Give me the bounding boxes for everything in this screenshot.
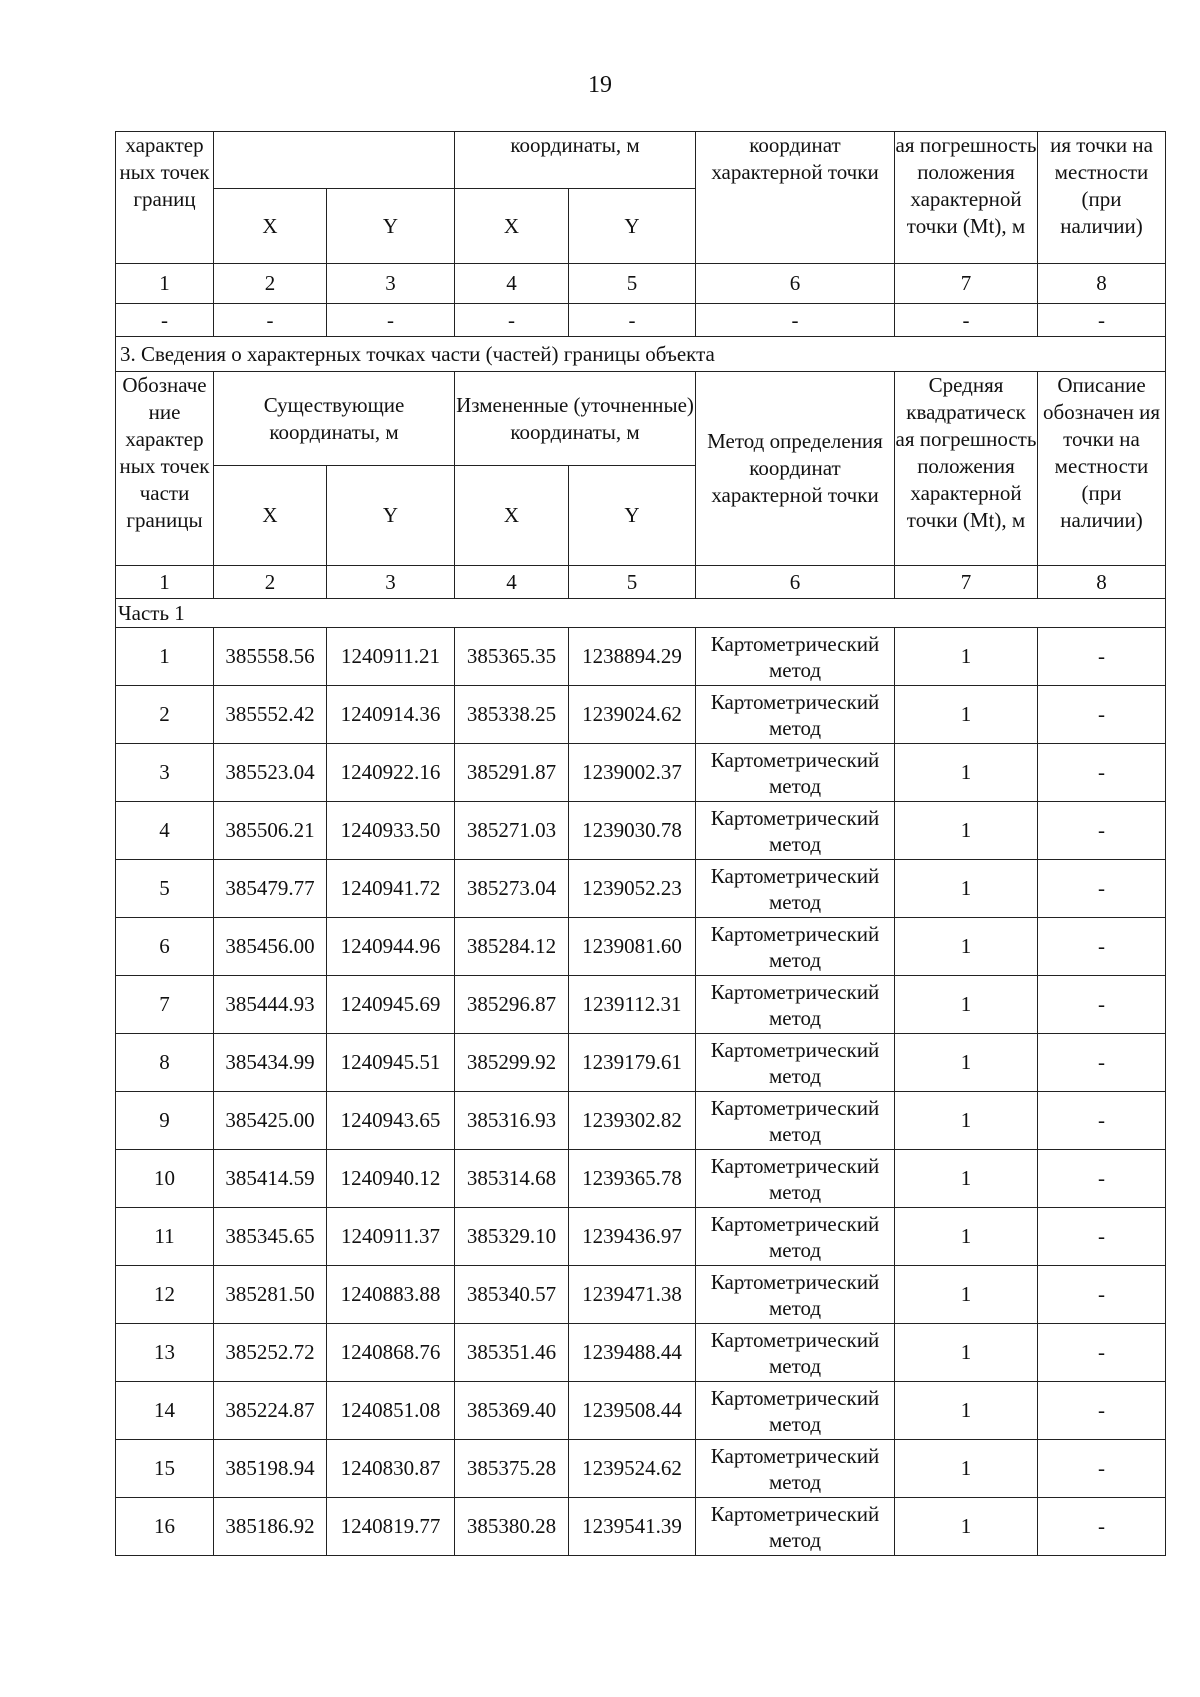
sec3-header-description: Описание обозначен ия точки на местности (при наличии) [1038, 372, 1166, 566]
method-cell: Картометрический метод [696, 628, 895, 686]
num-cell: 3 [327, 566, 455, 599]
table-row [116, 976, 1166, 1034]
method-cell: Картометрический метод [696, 1324, 895, 1382]
existing-x-cell: 385224.87 [214, 1382, 327, 1440]
changed-y-cell: 1239002.37 [569, 744, 696, 802]
mt-value-cell: 1 [895, 918, 1038, 976]
point-number-cell: 2 [116, 686, 214, 744]
description-cell: - [1038, 1440, 1166, 1498]
existing-y-cell: 1240944.96 [327, 918, 455, 976]
num-cell: 7 [895, 566, 1038, 599]
changed-y-cell: 1239024.62 [569, 686, 696, 744]
changed-y-cell: 1239488.44 [569, 1324, 696, 1382]
num-cell: 7 [895, 264, 1038, 304]
table-row [116, 860, 1166, 918]
num-cell: 8 [1038, 566, 1166, 599]
top-header-col1: характер ных точек границ [116, 132, 214, 264]
dash-cell: - [1038, 304, 1166, 337]
changed-x-cell: 385365.35 [455, 628, 569, 686]
num-cell: 2 [214, 264, 327, 304]
description-cell: - [1038, 686, 1166, 744]
method-cell: Картометрический метод [696, 1034, 895, 1092]
dash-cell: - [455, 304, 569, 337]
existing-x-cell: 385506.21 [214, 802, 327, 860]
mt-value-cell: 1 [895, 628, 1038, 686]
existing-y-cell: 1240941.72 [327, 860, 455, 918]
top-dash-row [116, 304, 1166, 337]
description-cell: - [1038, 1092, 1166, 1150]
top-header-y: Y [327, 189, 455, 264]
table-row [116, 1034, 1166, 1092]
table-row [116, 1092, 1166, 1150]
existing-y-cell: 1240945.51 [327, 1034, 455, 1092]
description-cell: - [1038, 802, 1166, 860]
table-row [116, 1498, 1166, 1556]
existing-x-cell: 385198.94 [214, 1440, 327, 1498]
point-number-cell: 4 [116, 802, 214, 860]
changed-y-cell: 1238894.29 [569, 628, 696, 686]
existing-y-cell: 1240851.08 [327, 1382, 455, 1440]
description-cell: - [1038, 1324, 1166, 1382]
existing-x-cell: 385425.00 [214, 1092, 327, 1150]
changed-x-cell: 385316.93 [455, 1092, 569, 1150]
table-row [116, 1208, 1166, 1266]
table-row [116, 1440, 1166, 1498]
description-cell: - [1038, 976, 1166, 1034]
method-cell: Картометрический метод [696, 1498, 895, 1556]
top-header-x2: X [455, 189, 569, 264]
existing-y-cell: 1240922.16 [327, 744, 455, 802]
method-cell: Картометрический метод [696, 802, 895, 860]
changed-y-cell: 1239436.97 [569, 1208, 696, 1266]
point-number-cell: 10 [116, 1150, 214, 1208]
point-number-cell: 14 [116, 1382, 214, 1440]
existing-x-cell: 385252.72 [214, 1324, 327, 1382]
sec3-number-row [116, 566, 1166, 599]
point-number-cell: 6 [116, 918, 214, 976]
table-row [116, 628, 1166, 686]
changed-x-cell: 385299.92 [455, 1034, 569, 1092]
point-number-cell: 13 [116, 1324, 214, 1382]
top-header-col23 [214, 132, 455, 189]
changed-y-cell: 1239302.82 [569, 1092, 696, 1150]
existing-x-cell: 385186.92 [214, 1498, 327, 1556]
changed-x-cell: 385351.46 [455, 1324, 569, 1382]
mt-value-cell: 1 [895, 1092, 1038, 1150]
point-number-cell: 1 [116, 628, 214, 686]
existing-y-cell: 1240911.37 [327, 1208, 455, 1266]
table-row [116, 1266, 1166, 1324]
dash-cell: - [696, 304, 895, 337]
description-cell: - [1038, 1382, 1166, 1440]
changed-x-cell: 385375.28 [455, 1440, 569, 1498]
top-header-col8: ия точки на местности (при наличии) [1038, 132, 1166, 264]
description-cell: - [1038, 1266, 1166, 1324]
section-3-title: 3. Сведения о характерных точках части (частей) границы объекта [116, 337, 1166, 372]
existing-x-cell: 385456.00 [214, 918, 327, 976]
top-header-col6: координат характерной точки [696, 132, 895, 264]
sec3-header-col1: Обозначе ние характер ных точек части границы [116, 372, 214, 566]
changed-x-cell: 385271.03 [455, 802, 569, 860]
top-header-y2: Y [569, 189, 696, 264]
num-cell: 1 [116, 264, 214, 304]
changed-y-cell: 1239524.62 [569, 1440, 696, 1498]
sec3-header-mt: Средняя квадратическ ая погрешность положения характерной точки (Mt), м [895, 372, 1038, 566]
sec3-header-x2: X [455, 466, 569, 566]
changed-y-cell: 1239471.38 [569, 1266, 696, 1324]
description-cell: - [1038, 1034, 1166, 1092]
changed-x-cell: 385273.04 [455, 860, 569, 918]
num-cell: 4 [455, 264, 569, 304]
existing-x-cell: 385444.93 [214, 976, 327, 1034]
top-number-row [116, 264, 1166, 304]
dash-cell: - [214, 304, 327, 337]
changed-y-cell: 1239030.78 [569, 802, 696, 860]
existing-y-cell: 1240830.87 [327, 1440, 455, 1498]
table-row [116, 802, 1166, 860]
mt-value-cell: 1 [895, 744, 1038, 802]
sec3-header-changed-coords: Измененные (уточненные) координаты, м [455, 372, 696, 466]
changed-x-cell: 385380.28 [455, 1498, 569, 1556]
existing-x-cell: 385479.77 [214, 860, 327, 918]
dash-cell: - [895, 304, 1038, 337]
mt-value-cell: 1 [895, 802, 1038, 860]
boundary-points-table [115, 131, 1166, 1556]
method-cell: Картометрический метод [696, 744, 895, 802]
table-row [116, 1324, 1166, 1382]
existing-y-cell: 1240914.36 [327, 686, 455, 744]
changed-x-cell: 385338.25 [455, 686, 569, 744]
mt-value-cell: 1 [895, 1266, 1038, 1324]
dash-cell: - [116, 304, 214, 337]
existing-y-cell: 1240883.88 [327, 1266, 455, 1324]
part-label: Часть 1 [116, 599, 1166, 628]
changed-x-cell: 385329.10 [455, 1208, 569, 1266]
changed-x-cell: 385369.40 [455, 1382, 569, 1440]
existing-y-cell: 1240819.77 [327, 1498, 455, 1556]
mt-value-cell: 1 [895, 1034, 1038, 1092]
top-header-col45: координаты, м [455, 132, 696, 189]
num-cell: 1 [116, 566, 214, 599]
existing-y-cell: 1240945.69 [327, 976, 455, 1034]
sec3-header-method: Метод определения координат характерной точки [696, 372, 895, 566]
mt-value-cell: 1 [895, 860, 1038, 918]
top-header-x: X [214, 189, 327, 264]
existing-y-cell: 1240940.12 [327, 1150, 455, 1208]
sec3-header-existing-coords: Существующие координаты, м [214, 372, 455, 466]
point-number-cell: 9 [116, 1092, 214, 1150]
method-cell: Картометрический метод [696, 1266, 895, 1324]
mt-value-cell: 1 [895, 1324, 1038, 1382]
existing-y-cell: 1240868.76 [327, 1324, 455, 1382]
mt-value-cell: 1 [895, 1150, 1038, 1208]
existing-x-cell: 385414.59 [214, 1150, 327, 1208]
page-number: 19 [588, 72, 612, 98]
method-cell: Картометрический метод [696, 1440, 895, 1498]
existing-x-cell: 385558.56 [214, 628, 327, 686]
description-cell: - [1038, 1208, 1166, 1266]
existing-x-cell: 385345.65 [214, 1208, 327, 1266]
description-cell: - [1038, 628, 1166, 686]
existing-y-cell: 1240943.65 [327, 1092, 455, 1150]
num-cell: 5 [569, 566, 696, 599]
method-cell: Картометрический метод [696, 918, 895, 976]
method-cell: Картометрический метод [696, 976, 895, 1034]
mt-value-cell: 1 [895, 686, 1038, 744]
table-row [116, 686, 1166, 744]
top-header-col7: ая погрешность положения характерной точки (Mt), м [895, 132, 1038, 264]
num-cell: 2 [214, 566, 327, 599]
method-cell: Картометрический метод [696, 1382, 895, 1440]
num-cell: 6 [696, 566, 895, 599]
method-cell: Картометрический метод [696, 860, 895, 918]
num-cell: 3 [327, 264, 455, 304]
method-cell: Картометрический метод [696, 686, 895, 744]
point-number-cell: 8 [116, 1034, 214, 1092]
point-number-cell: 7 [116, 976, 214, 1034]
existing-y-cell: 1240933.50 [327, 802, 455, 860]
table-row [116, 918, 1166, 976]
description-cell: - [1038, 918, 1166, 976]
existing-x-cell: 385523.04 [214, 744, 327, 802]
description-cell: - [1038, 744, 1166, 802]
method-cell: Картометрический метод [696, 1150, 895, 1208]
changed-y-cell: 1239541.39 [569, 1498, 696, 1556]
sec3-header-y2: Y [569, 466, 696, 566]
table-row [116, 1382, 1166, 1440]
existing-x-cell: 385434.99 [214, 1034, 327, 1092]
changed-y-cell: 1239179.61 [569, 1034, 696, 1092]
point-number-cell: 3 [116, 744, 214, 802]
description-cell: - [1038, 1150, 1166, 1208]
changed-x-cell: 385291.87 [455, 744, 569, 802]
changed-y-cell: 1239052.23 [569, 860, 696, 918]
description-cell: - [1038, 1498, 1166, 1556]
changed-y-cell: 1239365.78 [569, 1150, 696, 1208]
mt-value-cell: 1 [895, 976, 1038, 1034]
changed-x-cell: 385314.68 [455, 1150, 569, 1208]
dash-cell: - [569, 304, 696, 337]
point-number-cell: 15 [116, 1440, 214, 1498]
sec3-header-y: Y [327, 466, 455, 566]
num-cell: 6 [696, 264, 895, 304]
description-cell: - [1038, 860, 1166, 918]
num-cell: 4 [455, 566, 569, 599]
existing-x-cell: 385552.42 [214, 686, 327, 744]
dash-cell: - [327, 304, 455, 337]
changed-x-cell: 385340.57 [455, 1266, 569, 1324]
existing-x-cell: 385281.50 [214, 1266, 327, 1324]
table-row [116, 744, 1166, 802]
mt-value-cell: 1 [895, 1440, 1038, 1498]
mt-value-cell: 1 [895, 1382, 1038, 1440]
sec3-header-x: X [214, 466, 327, 566]
point-number-cell: 12 [116, 1266, 214, 1324]
point-number-cell: 16 [116, 1498, 214, 1556]
method-cell: Картометрический метод [696, 1208, 895, 1266]
changed-y-cell: 1239508.44 [569, 1382, 696, 1440]
table-row [116, 1150, 1166, 1208]
mt-value-cell: 1 [895, 1498, 1038, 1556]
changed-y-cell: 1239081.60 [569, 918, 696, 976]
point-number-cell: 11 [116, 1208, 214, 1266]
method-cell: Картометрический метод [696, 1092, 895, 1150]
num-cell: 8 [1038, 264, 1166, 304]
changed-x-cell: 385284.12 [455, 918, 569, 976]
num-cell: 5 [569, 264, 696, 304]
changed-x-cell: 385296.87 [455, 976, 569, 1034]
existing-y-cell: 1240911.21 [327, 628, 455, 686]
point-number-cell: 5 [116, 860, 214, 918]
changed-y-cell: 1239112.31 [569, 976, 696, 1034]
mt-value-cell: 1 [895, 1208, 1038, 1266]
